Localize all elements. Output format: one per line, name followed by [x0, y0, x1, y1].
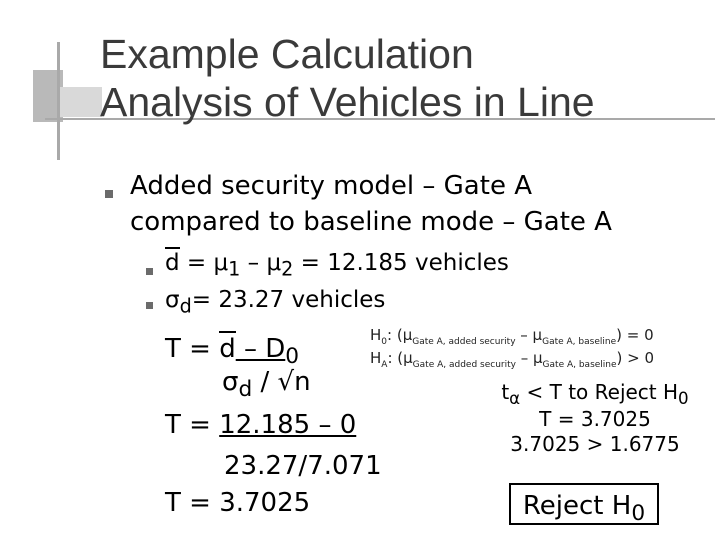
subscript: Gate A, baseline	[542, 360, 617, 370]
text-part: T =	[165, 334, 220, 364]
mean-difference-line	[165, 250, 509, 281]
text-part: = μ	[179, 250, 229, 276]
text-part: H	[370, 349, 382, 367]
title-line-2: Analysis of Vehicles in Line	[100, 79, 595, 125]
subscript: Gate A, added security	[412, 360, 516, 370]
text-part: = 12.185 vehicles	[293, 250, 509, 276]
text-part: n	[294, 367, 311, 397]
d-bar: d	[219, 334, 236, 364]
bullet-line-2: compared to baseline mode – Gate A	[130, 207, 612, 237]
subscript: 0	[285, 344, 300, 370]
sub-bullet-square-icon	[146, 268, 153, 275]
text-part: ) = 0	[616, 326, 654, 344]
t-value: T = 3.7025	[539, 407, 651, 431]
text-part: /	[252, 367, 278, 397]
subscript: 0	[631, 501, 646, 527]
sqrt-icon: √	[277, 367, 295, 397]
subscript: 2	[281, 257, 294, 281]
title-line-1: Example Calculation	[100, 31, 474, 77]
main-bullet-text	[130, 168, 612, 240]
sub-bullet-square-icon	[146, 302, 153, 309]
decision-rule	[490, 380, 700, 408]
text-part: T =	[165, 410, 220, 440]
subscript: Gate A, baseline	[542, 337, 617, 347]
numerator-value: 12.185 – 0	[219, 410, 357, 440]
text-part: t	[501, 380, 510, 404]
decorative-block-light	[60, 87, 102, 117]
text-part: – μ	[515, 326, 543, 344]
subscript: 1	[228, 257, 241, 281]
text-part: ) > 0	[616, 349, 655, 367]
subscript: d	[179, 294, 192, 318]
d-bar: d	[165, 250, 180, 276]
text-part: – μ	[515, 349, 543, 367]
subscript: 0	[381, 337, 388, 347]
numeric-denominator: 23.27/7.071	[224, 451, 382, 481]
text-part: : (μ	[387, 326, 413, 344]
reject-box	[509, 483, 659, 525]
text-part: : (μ	[387, 349, 413, 367]
subscript: Gate A, added security	[412, 337, 516, 347]
text-part: < T to Reject H	[520, 380, 679, 404]
subscript: A	[381, 360, 388, 370]
std-dev-line	[165, 287, 385, 318]
text-part: – D	[235, 334, 286, 364]
text-part: Reject H	[522, 491, 632, 521]
t-result: T = 3.7025	[165, 488, 311, 518]
null-hypothesis	[370, 326, 654, 347]
subscript: α	[509, 389, 521, 408]
subscript: d	[238, 377, 253, 403]
formula-t-denominator	[222, 367, 311, 402]
subscript: 0	[678, 389, 689, 408]
slide-title	[100, 30, 595, 126]
formula-t-numerator	[165, 334, 299, 369]
sigma-symbol: σ	[222, 367, 239, 397]
text-part: H	[370, 326, 382, 344]
bullet-line-1: Added security model – Gate A	[130, 171, 532, 201]
sigma-symbol: σ	[165, 287, 180, 313]
text-part: – μ	[240, 250, 282, 276]
bullet-square-icon	[105, 190, 113, 198]
alternative-hypothesis	[370, 349, 654, 370]
comparison: 3.7025 > 1.6775	[510, 432, 680, 456]
decorative-vertical-line	[57, 42, 60, 160]
text-part: = 23.27 vehicles	[191, 287, 386, 313]
numeric-numerator	[165, 410, 356, 440]
